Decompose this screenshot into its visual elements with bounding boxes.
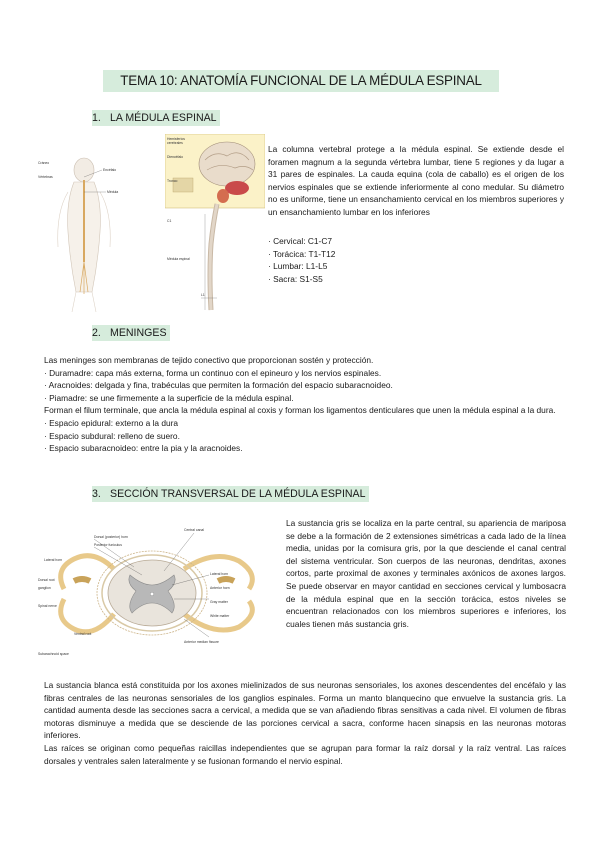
svg-text:Spinal nerve: Spinal nerve [38, 604, 57, 608]
svg-text:Anterior median fissure: Anterior median fissure [184, 640, 219, 644]
section-1-paragraph: La columna vertebral protege a la médula espinal. Se extiende desde el foramen magnum a la segunda vértebra lumbar, tiene 5 regiones y da lugar a 31 pares de espinales. La cauda equina (cola de caballo) es el origen de los nervios espinales que se extiende inferiormente al cono medular. Su diámetro no es uniforme, tiene un ensanchamiento cervical en los miembros superiores y un ensanchamiento lumbar en los inferiores [268, 144, 564, 217]
svg-text:Dorsal root: Dorsal root [38, 578, 55, 582]
svg-text:cerebrales: cerebrales [167, 141, 183, 145]
svg-text:Diencéfalo: Diencéfalo [167, 155, 184, 159]
svg-text:Lateral horn: Lateral horn [210, 572, 229, 576]
svg-text:Médula: Médula [107, 190, 119, 194]
svg-text:ganglion: ganglion [38, 586, 51, 590]
svg-text:C1: C1 [167, 219, 172, 223]
list-item: · Duramadre: capa más externa, forma un continuo con el epineuro y los nervios espinales. [44, 367, 382, 378]
svg-text:Encéfalo: Encéfalo [103, 168, 117, 172]
svg-text:Subarachnoid space: Subarachnoid space [38, 652, 69, 656]
svg-text:Ventral root: Ventral root [74, 632, 92, 636]
spine-body-illustration [36, 152, 126, 314]
svg-text:Anterior horn: Anterior horn [210, 586, 230, 590]
page-title: TEMA 10: ANATOMÍA FUNCIONAL DE LA MÉDULA ESPINAL [103, 70, 499, 92]
svg-text:Lateral horn: Lateral horn [44, 558, 63, 562]
section-2-content [44, 354, 566, 455]
roots-paragraph: Las raíces se originan como pequeñas raicillas independientes que se agrupan para formar la raíz dorsal y la raíz ventral. Las raíces dorsales y ventrales salen lateralmente y se fusionan formando el nervio espinal. [44, 742, 566, 766]
section-title: MENINGES [110, 327, 167, 339]
section-number: 1. [92, 112, 101, 124]
section-3-paragraph-2: La sustancia blanca está constituida por los axones mielinizados de sus neuronas sensoriales, los axones descendentes del encéfalo y las fibras centrales de las neuronas sensoriales de los ganglios espinales. Forma un manto blanquecino que envuelve la sustancia gris. La cantidad aumenta desde las secciones sacra a cervical, a medida que se van añadiendo fibras sensitivas a cada nivel. El volumen de fibras motoras disminuye a medida que se desciende de las porciones cervical a sacra, conforme hacen sinapsis en las neuronas motoras inferiores. Las raíces se originan como pequeñas raicillas independientes que se agrupan para formar la raíz dorsal y la raíz ventral. Las raíces dorsales y ventrales salen lateralmente y se fusionan formando el nervio espinal. [44, 680, 566, 766]
svg-text:Dorsal (posterior) horn: Dorsal (posterior) horn [94, 535, 128, 539]
list-item: · Torácica: T1-T12 [268, 248, 336, 259]
section-number: 3. [92, 488, 101, 500]
svg-text:L1: L1 [201, 293, 205, 297]
list-item: · Cervical: C1-C7 [268, 236, 332, 246]
svg-text:Médula espinal: Médula espinal [167, 257, 190, 261]
list-item: · Lumbar: L1-L5 [268, 261, 328, 272]
list-item: · Espacio epidural: externo a la dura [44, 417, 179, 428]
svg-text:Posterior funiculus: Posterior funiculus [94, 543, 122, 547]
section-title: SECCIÓN TRANSVERSAL DE LA MÉDULA ESPINAL [110, 488, 366, 500]
section-heading-1 [92, 110, 220, 126]
svg-text:White matter: White matter [210, 614, 230, 618]
list-item: · Espacio subaracnoideo: entre la pia y la aracnoides. [44, 443, 243, 454]
svg-text:Central canal: Central canal [184, 528, 204, 532]
brain-spinal-cord-illustration [165, 134, 265, 314]
section-number: 2. [92, 327, 101, 339]
svg-text:Cráneo: Cráneo [38, 161, 50, 165]
list-item: · Sacra: S1-S5 [268, 273, 323, 284]
spinal-regions-list [268, 235, 468, 285]
svg-text:Hemisferios: Hemisferios [167, 137, 185, 141]
spinal-cord-cross-section-illustration [34, 519, 274, 659]
list-item: · Aracnoides: delgada y fina, trabéculas que permiten la formación del espacio subaracnoideo. [44, 380, 393, 391]
list-item: · Piamadre: se une firmemente a la superficie de la médula espinal. [44, 392, 294, 403]
section-title: LA MÉDULA ESPINAL [110, 112, 217, 124]
meninges-intro: Las meninges son membranas de tejido conectivo que proporcionan sostén y protección. [44, 355, 374, 365]
section-heading-3 [92, 486, 369, 502]
filum-paragraph: Forman el filum terminale, que ancla la médula espinal al coxis y forman los ligamentos denticulares que unen la médula espinal a la dura. [44, 405, 556, 416]
svg-text:Tronco: Tronco [167, 179, 178, 183]
svg-text:Vértebras: Vértebras [38, 175, 53, 179]
list-item: · Espacio subdural: relleno de suero. [44, 430, 180, 441]
section-3-paragraph: La sustancia gris se localiza en la parte central, su apariencia de mariposa se debe a la formación de 2 extensiones simétricas a cada lado de la línea media, unidas por la comisura gris, por la que desciende el canal central del sistema ventricular. Son cuerpos de las neuronas, dendritas, axones cortos, parte proximal de axones y terminales axónicos de axones largos. Se puede observar en mayor cantidad en secciones cervical y lumbosacra de la médula espinal que en la sección torácica, estos niveles se encuentran relacionados con los miembros superiores e inferiores, los cuales tienen más sustancia gris. [286, 518, 566, 629]
svg-text:Gray matter: Gray matter [210, 600, 228, 604]
section-heading-2 [92, 325, 170, 341]
